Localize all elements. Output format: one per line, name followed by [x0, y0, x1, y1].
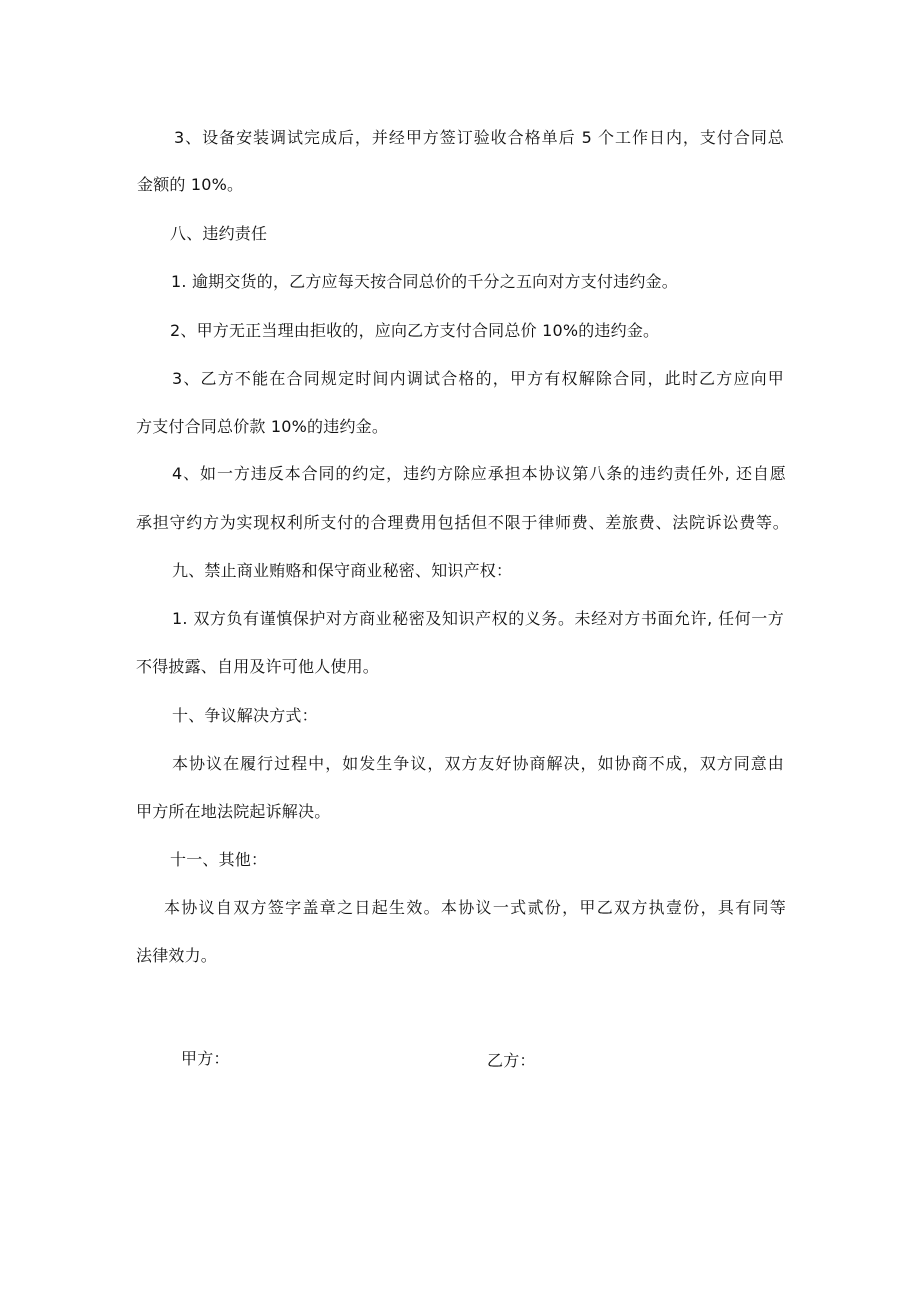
section8-heading: 八、违约责任 [170, 224, 268, 243]
clause7-item3-line1: 3、设备安装调试完成后，并经甲方签订验收合格单后 5 个工作日内，支付合同总 [174, 128, 784, 147]
clause11-line2: 法律效力。 [136, 946, 218, 965]
section9-heading: 九、禁止商业贿赂和保守商业秘密、知识产权： [172, 561, 513, 580]
clause7-item3-line2: 金额的 10%。 [137, 175, 244, 194]
party-a-signature-label: 甲方： [181, 1049, 230, 1068]
clause10-line2: 甲方所在地法院起诉解决。 [136, 802, 331, 821]
clause8-item4-line1: 4、如一方违反本合同的约定，违约方除应承担本协议第八条的违约责任外, 还自愿 [172, 464, 786, 483]
section11-heading: 十一、其他： [170, 850, 268, 869]
clause10-line1: 本协议在履行过程中，如发生争议，双方友好协商解决，如协商不成，双方同意由 [172, 754, 784, 773]
clause9-item1-line1: 1. 双方负有谨慎保护对方商业秘密及知识产权的义务。未经对方书面允许, 任何一方 [172, 609, 784, 628]
clause11-line1: 本协议自双方签字盖章之日起生效。本协议一式贰份，甲乙双方执壹份，具有同等 [164, 898, 786, 917]
clause8-item3-line1: 3、乙方不能在合同规定时间内调试合格的，甲方有权解除合同，此时乙方应向甲 [172, 369, 784, 388]
clause9-item1-line2: 不得披露、自用及许可他人使用。 [136, 657, 380, 676]
party-b-signature-label: 乙方： [487, 1051, 536, 1070]
clause8-item1: 1. 逾期交货的，乙方应每天按合同总价的千分之五向对方支付违约金。 [171, 272, 678, 291]
clause8-item2: 2、甲方无正当理由拒收的，应向乙方支付合同总价 10%的违约金。 [170, 321, 660, 340]
clause8-item3-line2: 方支付合同总价款 10%的违约金。 [136, 417, 389, 436]
clause8-item4-line2: 承担守约方为实现权利所支付的合理费用包括但不限于律师费、差旅费、法院诉讼费等。 [136, 513, 789, 532]
section10-heading: 十、争议解决方式： [172, 706, 318, 725]
